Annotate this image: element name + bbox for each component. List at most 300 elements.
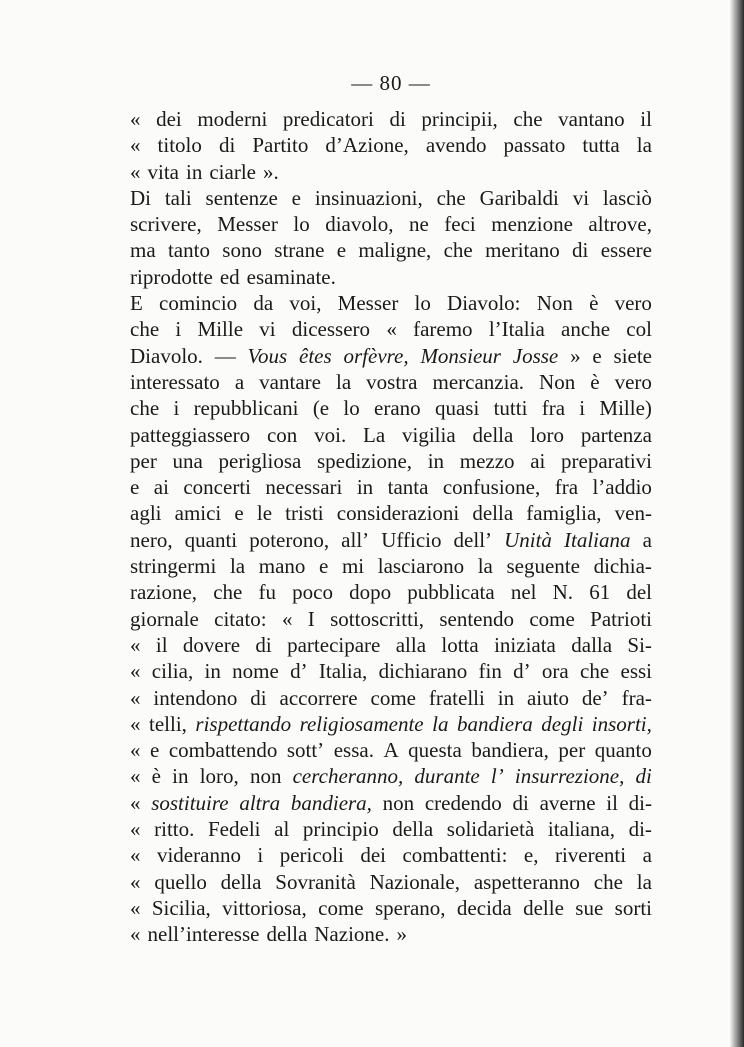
word: la: [636, 869, 652, 894]
word: voi,: [289, 291, 322, 316]
text-line: [130, 500, 652, 526]
word: mano: [258, 554, 306, 579]
word: famiglia,: [526, 501, 602, 526]
word: «: [130, 764, 141, 789]
word: Patrioti: [590, 606, 652, 631]
word: perigliosa: [218, 448, 302, 473]
word: tristi: [285, 501, 324, 526]
page-number: — 80 —: [351, 71, 431, 95]
word: riverenti: [554, 843, 627, 868]
word: in: [497, 685, 515, 710]
text-line: [130, 527, 652, 553]
word: i: [579, 396, 586, 421]
word: giornale: [130, 606, 199, 631]
word: l’Italia: [488, 317, 545, 342]
word: dovere: [182, 632, 241, 657]
word: Mille): [599, 396, 652, 421]
word: e: [150, 738, 160, 763]
word: mezzo: [459, 448, 515, 473]
text-line: [130, 553, 652, 579]
word: principii,: [421, 107, 498, 131]
word: necessari: [265, 475, 343, 500]
word: lo: [343, 396, 360, 421]
word: e: [319, 554, 329, 579]
word: repubblicani: [193, 396, 299, 421]
word: di-: [628, 790, 652, 815]
word: feci: [444, 212, 476, 237]
word: la: [335, 369, 352, 394]
word: e: [592, 343, 602, 368]
word: Monsieur: [420, 343, 501, 368]
word: in: [204, 659, 221, 684]
word: insurrezione,: [514, 764, 625, 789]
word: l’: [490, 764, 504, 789]
word: che: [513, 107, 543, 131]
word: che: [580, 659, 610, 684]
word: Di: [130, 185, 151, 210]
word: «: [130, 659, 141, 684]
word: col: [626, 317, 652, 342]
word: e: [234, 501, 244, 526]
word: tutti: [493, 396, 528, 421]
word: di: [635, 764, 652, 789]
word: tanto: [167, 238, 210, 263]
text-line: [130, 290, 652, 316]
word: ritto.: [154, 817, 195, 842]
word: fu: [258, 580, 276, 605]
word: come: [318, 895, 364, 920]
word: del: [626, 580, 652, 605]
word: i: [173, 396, 180, 421]
word: nell’interesse: [147, 922, 260, 947]
word: essi: [620, 659, 652, 684]
word: Ufficio: [381, 527, 442, 552]
word: siete: [613, 343, 652, 368]
word: dicessero: [291, 317, 371, 342]
word: come: [529, 606, 575, 631]
word: vittoriosa,: [222, 895, 307, 920]
word: A: [383, 738, 399, 763]
word: ed: [219, 264, 240, 289]
word: a: [234, 369, 245, 394]
text-line: [130, 658, 652, 684]
word: al: [274, 817, 290, 842]
word: religiosamente: [299, 711, 424, 736]
text-line: [130, 685, 652, 711]
word: tali: [164, 185, 192, 210]
word: intendono: [153, 685, 238, 710]
word: (e: [312, 396, 330, 421]
word: sue: [575, 895, 604, 920]
word: «: [130, 685, 141, 710]
word: mercanzia.: [432, 369, 525, 394]
word: nel: [510, 580, 537, 605]
word: quello: [154, 869, 207, 894]
text-line: [130, 448, 652, 474]
word: una: [172, 448, 203, 473]
word: bandiera,: [290, 790, 372, 815]
word: ma: [130, 238, 156, 263]
word: Diavolo.: [130, 343, 203, 368]
word: sorti: [614, 895, 652, 920]
word: telli,: [149, 711, 187, 736]
word: degli: [541, 711, 584, 736]
word: passato: [503, 133, 566, 158]
word: essere: [600, 238, 652, 263]
word: ai: [530, 448, 546, 473]
text-line: [130, 895, 652, 921]
word: d’: [513, 659, 531, 684]
word: di: [218, 133, 236, 158]
word: ora: [541, 659, 569, 684]
word: tutta: [582, 133, 620, 158]
word: Partito: [252, 133, 309, 158]
word: spedizione,: [316, 448, 413, 473]
word: sentenze: [205, 185, 278, 210]
word: sperano,: [374, 895, 446, 920]
word: essa.: [333, 738, 374, 763]
word: della: [392, 817, 434, 842]
word: ».: [262, 159, 279, 184]
text-line: [130, 211, 652, 237]
word: preparativi: [561, 448, 652, 473]
word: tanta: [387, 475, 429, 500]
word: «: [386, 317, 397, 342]
word: Josse: [512, 343, 559, 368]
word: dei: [156, 107, 182, 131]
word: nome: [232, 659, 279, 684]
word: sostituire: [151, 790, 229, 815]
word: Italia,: [318, 659, 368, 684]
word: dell’: [453, 527, 493, 552]
word: riprodotte: [130, 264, 213, 289]
word: anche: [561, 317, 611, 342]
word: Non: [536, 291, 573, 316]
text-line: [130, 106, 652, 132]
word: il: [640, 107, 652, 131]
text-line: [130, 132, 652, 158]
word: con: [266, 422, 298, 447]
word: »: [396, 922, 407, 947]
text-line: [130, 790, 652, 816]
word: dopo: [349, 580, 392, 605]
text-line: [130, 395, 652, 421]
word: rispettando: [195, 711, 292, 736]
word: averne: [539, 790, 596, 815]
word: bandiera,: [471, 738, 549, 763]
word: «: [130, 843, 141, 868]
word: «: [130, 790, 141, 815]
word: lotta: [441, 632, 479, 657]
word: «: [130, 895, 141, 920]
word: è: [590, 369, 600, 394]
word: fin: [478, 659, 502, 684]
word: e: [130, 475, 140, 500]
word: l’addio: [592, 475, 652, 500]
word: la: [477, 554, 493, 579]
text-line: [130, 921, 652, 947]
text-line: [130, 737, 652, 763]
word: altra: [239, 790, 281, 815]
word: vita: [147, 159, 179, 184]
word: di-: [628, 817, 652, 842]
word: concerti: [183, 475, 251, 500]
word: Si-: [627, 632, 652, 657]
word: la: [229, 554, 246, 579]
word: «: [130, 107, 141, 131]
word: »: [570, 343, 581, 368]
word: strane: [274, 238, 325, 263]
word: che: [130, 317, 160, 342]
word: sottoscritti,: [330, 606, 425, 631]
word: credendo: [424, 790, 502, 815]
text-line: [130, 816, 652, 842]
text-line: [130, 763, 652, 789]
word: 61: [589, 580, 611, 605]
text-line: [130, 606, 652, 632]
word: è: [151, 764, 161, 789]
text-line: [130, 159, 652, 185]
word: all’: [341, 527, 370, 552]
word: confusione,: [442, 475, 541, 500]
word: maligne,: [358, 238, 432, 263]
word: questa: [408, 738, 462, 763]
word: Diavolo:: [447, 291, 521, 316]
word: che: [443, 238, 473, 263]
word: e: [336, 238, 347, 263]
text-lines: [130, 106, 652, 948]
word: che: [213, 580, 243, 605]
word: êtes: [299, 343, 332, 368]
word: Unità: [504, 527, 552, 552]
word: che: [130, 396, 160, 421]
word: vantano: [558, 107, 625, 131]
word: E: [130, 291, 143, 316]
word: Sovranità: [275, 869, 356, 894]
word: altrove,: [588, 212, 652, 237]
word: citato:: [214, 606, 267, 631]
word: partecipare: [287, 632, 381, 657]
word: ai: [153, 475, 169, 500]
word: in: [356, 475, 374, 500]
word: fra-: [621, 685, 652, 710]
word: principio: [302, 817, 379, 842]
text-line: [130, 579, 652, 605]
word: la: [636, 133, 652, 158]
word: dalla: [571, 632, 613, 657]
word: della: [220, 869, 262, 894]
word: «: [281, 606, 293, 631]
word: pericoli: [279, 843, 344, 868]
word: i: [257, 843, 264, 868]
word: moderni: [197, 107, 268, 131]
word: in: [172, 764, 189, 789]
word: sott’: [286, 738, 325, 763]
word: —: [214, 343, 236, 368]
word: di: [389, 107, 406, 131]
word: diavolo,: [325, 212, 394, 237]
word: seguente: [506, 554, 580, 579]
word: sentendo: [439, 606, 515, 631]
word: lasciarono: [377, 554, 465, 579]
word: agli: [130, 501, 162, 526]
word: lasciò: [602, 185, 652, 210]
word: «: [130, 869, 141, 894]
word: della: [266, 922, 308, 947]
word: di: [512, 790, 529, 815]
word: faremo: [413, 317, 473, 342]
word: videranno: [156, 843, 241, 868]
word: Italiana: [564, 527, 631, 552]
word: voi.: [314, 422, 347, 447]
word: fratelli: [428, 685, 485, 710]
word: che: [593, 869, 623, 894]
word: considerazioni: [336, 501, 460, 526]
word: razione,: [130, 580, 198, 605]
word: a: [642, 527, 652, 552]
word: d’: [290, 659, 308, 684]
word: lo: [414, 291, 431, 316]
word: «: [130, 817, 141, 842]
word: mi: [341, 554, 365, 579]
word: «: [130, 159, 141, 184]
word: per: [558, 738, 586, 763]
word: «: [130, 738, 141, 763]
word: Messer: [217, 212, 278, 237]
word: di: [572, 238, 589, 263]
word: Nazione.: [314, 922, 390, 947]
word: poterono,: [249, 527, 330, 552]
word: decida: [456, 895, 512, 920]
word: ven-: [614, 501, 652, 526]
word: vostra: [366, 369, 418, 394]
word: «: [130, 632, 141, 657]
word: dei: [360, 843, 386, 868]
text-line: [130, 422, 652, 448]
text-line: [130, 185, 652, 211]
word: ciarle: [209, 159, 256, 184]
word: patteggiassero: [130, 422, 251, 447]
text-line: [130, 264, 652, 290]
text-line: [130, 869, 652, 895]
word: quanti: [184, 527, 238, 552]
word: della: [472, 501, 514, 526]
word: di: [250, 685, 267, 710]
text-line: [130, 711, 652, 737]
word: partenza: [580, 422, 652, 447]
word: titolo: [157, 133, 202, 158]
word: vi: [259, 317, 276, 342]
text-line: [130, 842, 652, 868]
text-line: [130, 632, 652, 658]
word: aiuto: [526, 685, 569, 710]
word: e,: [523, 843, 539, 868]
word: da: [253, 291, 274, 316]
word: non: [382, 790, 415, 815]
text-line: [130, 237, 652, 263]
word: le: [256, 501, 273, 526]
page-text-block: [130, 70, 652, 948]
word: vantare: [259, 369, 321, 394]
word: Vous: [247, 343, 288, 368]
word: stringermi: [130, 554, 217, 579]
word: interessato: [130, 369, 220, 394]
word: Fedeli: [208, 817, 261, 842]
word: combattendo: [168, 738, 278, 763]
word: dichia-: [593, 554, 652, 579]
word: in: [427, 448, 445, 473]
word: Mille: [197, 317, 244, 342]
word: «: [130, 711, 141, 736]
word: comincio: [159, 291, 238, 316]
word: della: [472, 422, 514, 447]
word: aspetteranno: [473, 869, 580, 894]
word: d’Azione,: [325, 133, 409, 158]
word: orfèvre,: [343, 343, 409, 368]
text-line: [130, 343, 652, 369]
word: I: [307, 606, 315, 631]
word: è: [589, 291, 599, 316]
word: fra: [541, 396, 566, 421]
word: lo: [293, 212, 310, 237]
text-line: [130, 316, 652, 342]
word: sono: [222, 238, 262, 263]
word: solidarietà: [446, 817, 535, 842]
word: predicatori: [282, 107, 374, 131]
word: quanto: [594, 738, 652, 763]
word: Garibaldi: [479, 185, 559, 210]
word: di: [255, 632, 272, 657]
word: non: [249, 764, 282, 789]
page-binding-edge: [730, 0, 744, 1047]
word: vero: [614, 291, 652, 316]
word: poco: [292, 580, 333, 605]
word: durante: [414, 764, 480, 789]
word: dichiarano: [378, 659, 468, 684]
word: Messer: [337, 291, 399, 316]
word: insorti,: [591, 711, 652, 736]
word: che: [436, 185, 466, 210]
word: erano: [374, 396, 421, 421]
word: i: [175, 317, 182, 342]
word: combattenti:: [402, 843, 508, 868]
word: e: [291, 185, 301, 210]
word: a: [642, 843, 652, 868]
word: come: [370, 685, 416, 710]
word: Sicilia,: [151, 895, 211, 920]
word: La: [363, 422, 386, 447]
word: avendo: [425, 133, 487, 158]
word: vigilia: [402, 422, 456, 447]
word: alla: [395, 632, 427, 657]
word: pubblicata: [407, 580, 495, 605]
word: cercheranno,: [292, 764, 404, 789]
word: de’: [581, 685, 609, 710]
word: per: [130, 448, 157, 473]
word: la: [432, 711, 449, 736]
word: vi: [572, 185, 590, 210]
word: scrivere,: [130, 212, 202, 237]
word: in: [186, 159, 203, 184]
word: «: [130, 133, 141, 158]
word: amici: [174, 501, 222, 526]
word: fra: [554, 475, 579, 500]
word: nero,: [130, 527, 173, 552]
word: esaminate.: [246, 264, 336, 289]
word: loro,: [199, 764, 239, 789]
text-line: [130, 474, 652, 500]
word: il: [155, 632, 168, 657]
